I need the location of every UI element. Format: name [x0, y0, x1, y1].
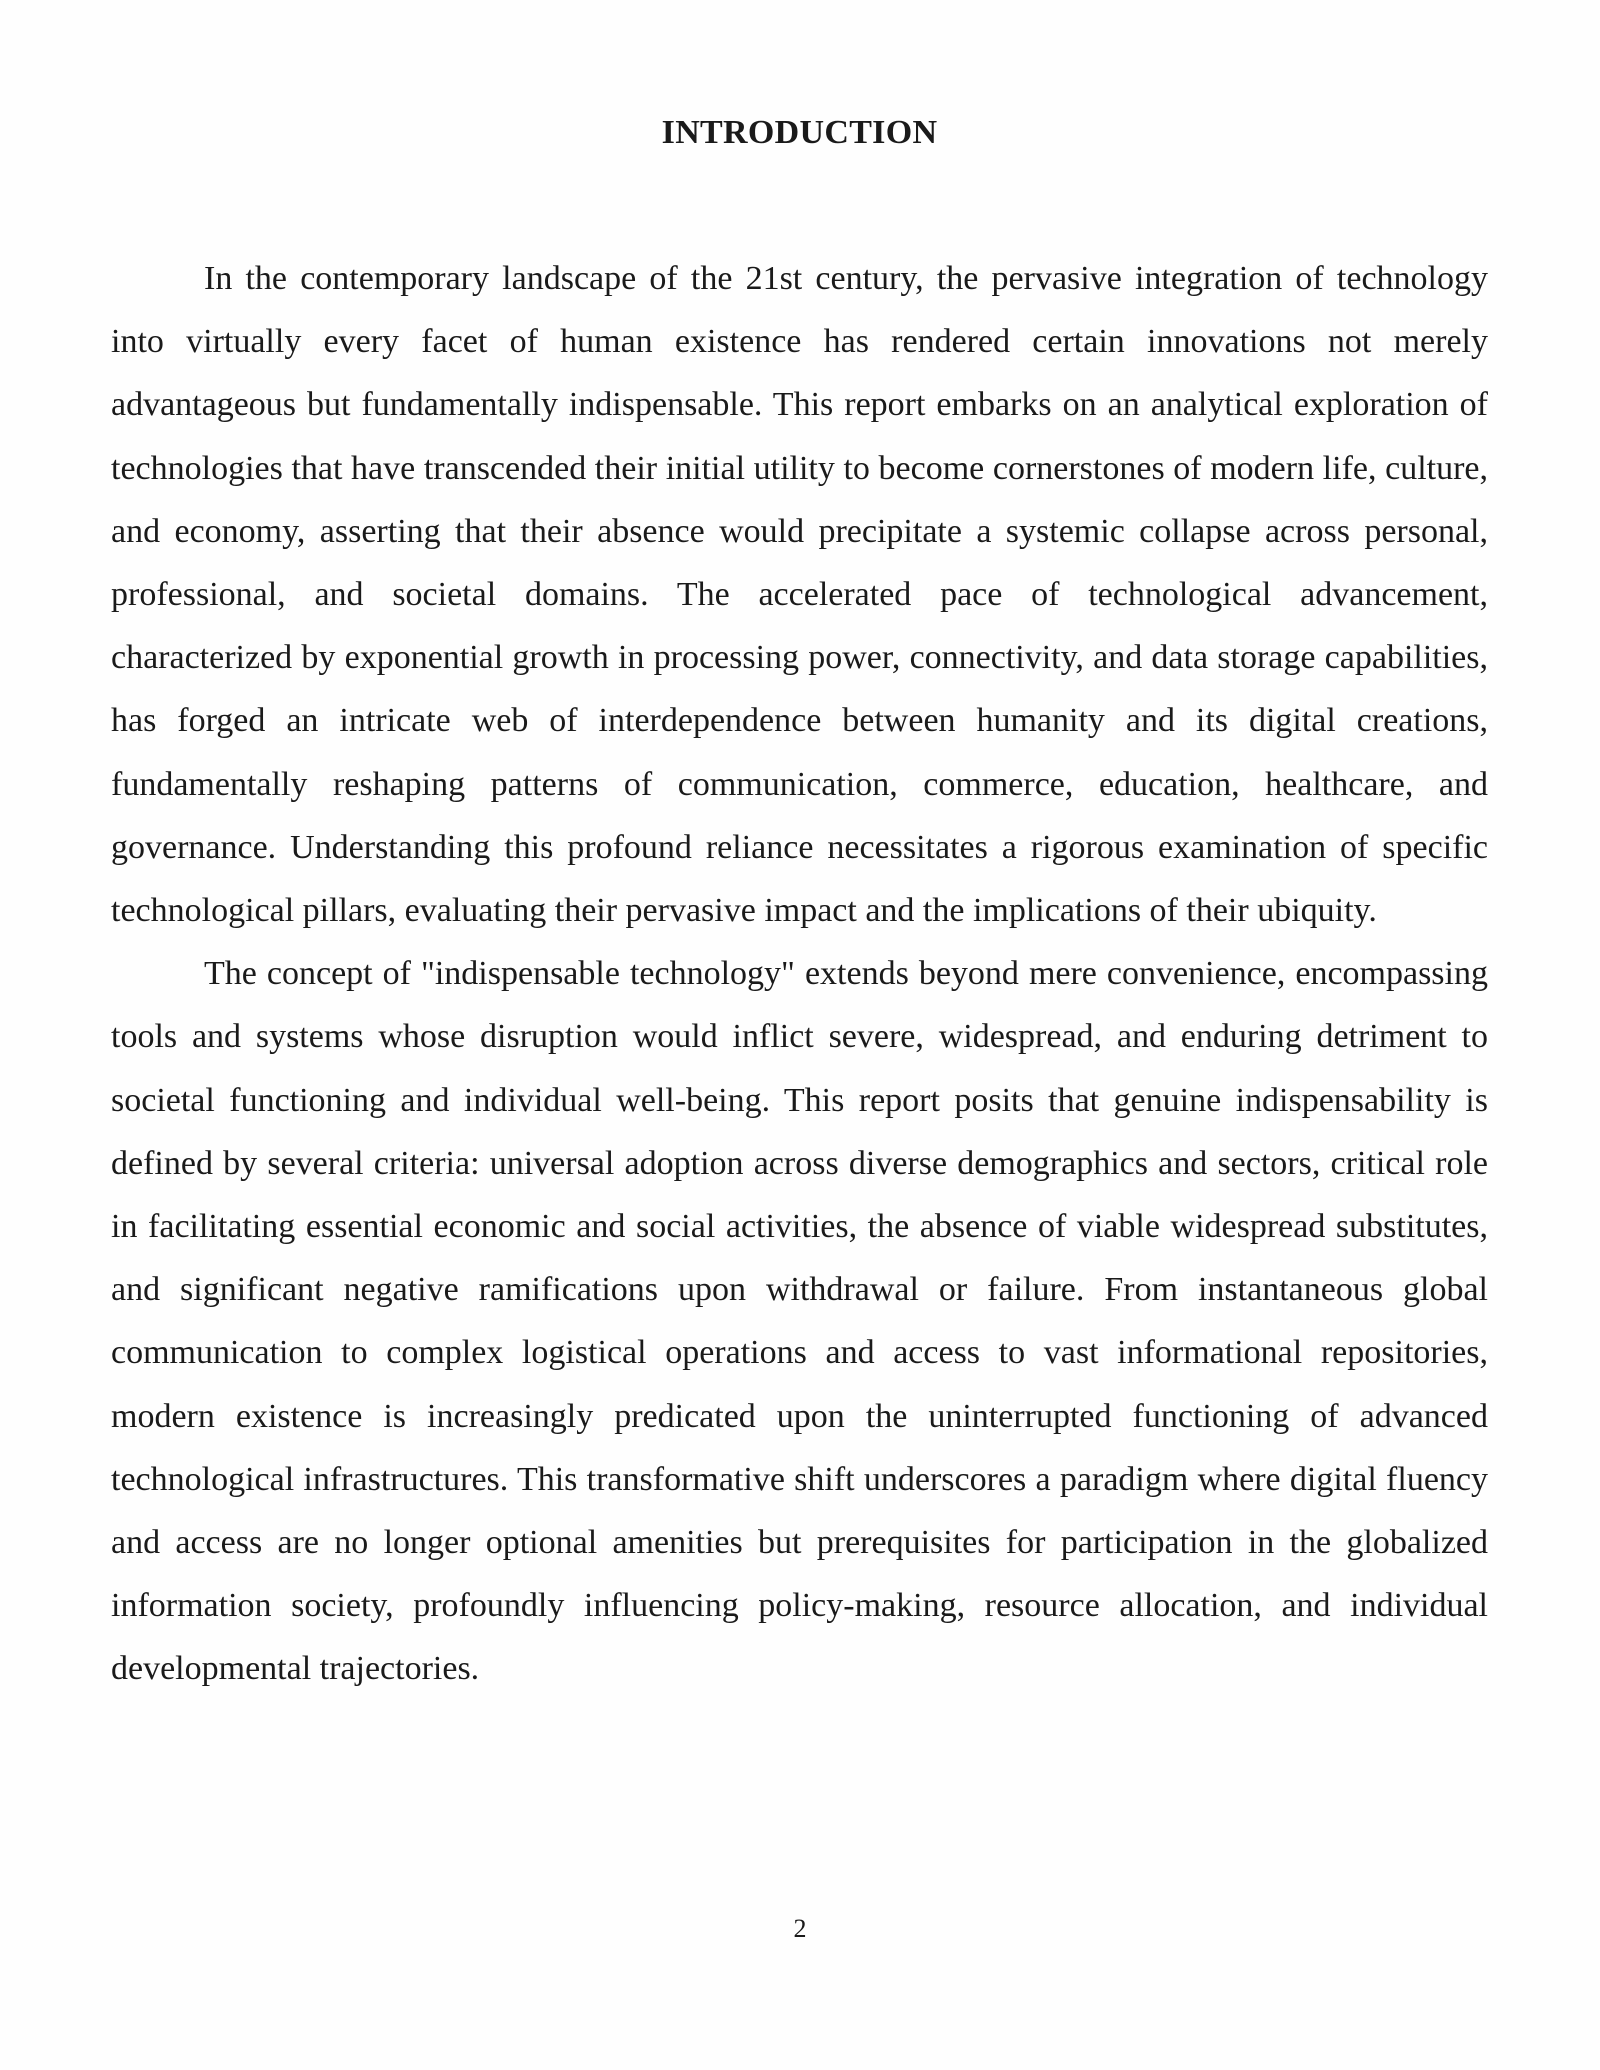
paragraph-1: In the contemporary landscape of the 21st century, the pervasive integration of technology into virtually every facet of human existence has rendered certain innovations not merely advantageous but fundamentally indispensable. This report embarks on an analytical exploration of technologies that have transcended their initial utility to become cornerstones of modern life, culture, and economy, asserting that their absence would precipitate a systemic collapse across personal, professional, and societal domains. The accelerated pace of technological advancement, characterized by exponential growth in processing power, connectivity, and data storage capabilities, has forged an intricate web of interdependence between humanity and its digital creations, fundamentally reshaping patterns of communication, commerce, education, healthcare, and governance. Understanding this profound reliance necessitates a rigorous examination of specific technological pillars, evaluating their pervasive impact and the implications of their ubiquity. [111, 260, 1488, 930]
paragraph-2: The concept of "indispensable technology" extends beyond mere convenience, encompassing tools and systems whose disruption would inflict severe, widespread, and enduring detriment to societal functioning and individual well-being. This report posits that genuine indispensability is defined by several criteria: universal adoption across diverse demographics and sectors, critical role in facilitating essential economic and social activities, the absence of viable widespread substitutes, and significant negative ramifications upon withdrawal or failure. From instantaneous global communication to complex logistical operations and access to vast informational repositories, modern existence is increasingly predicated upon the uninterrupted functioning of advanced technological infrastructures. This transformative shift underscores a paradigm where digital fluency and access are no longer optional amenities but prerequisites for participation in the globalized information society, profoundly influencing policy-making, resource allocation, and individual developmental trajectories. [111, 955, 1488, 1688]
body-text [111, 247, 1488, 1701]
page-number: 2 [793, 1914, 807, 1943]
page-heading: INTRODUCTION [661, 114, 938, 151]
